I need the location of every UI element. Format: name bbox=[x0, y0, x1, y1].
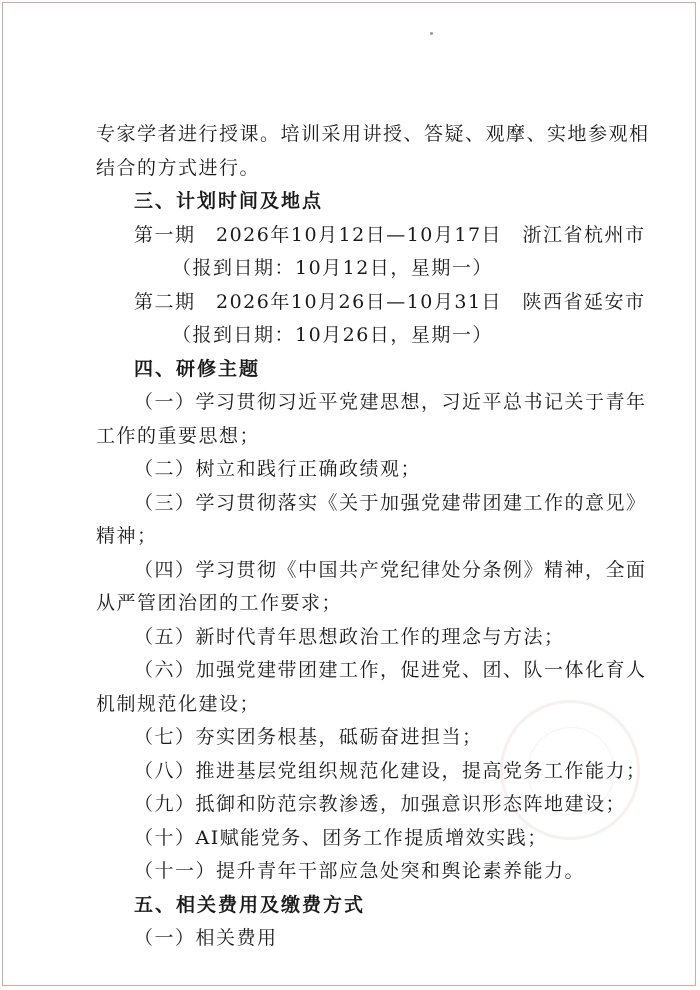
scan-mark bbox=[430, 32, 433, 35]
topic-item: （十）AI赋能党务、团务工作提质增效实践； bbox=[134, 826, 548, 849]
topic-item: （五）新时代青年思想政治工作的理念与方法； bbox=[134, 625, 565, 648]
topic-item: （二）树立和践行正确政绩观； bbox=[134, 458, 422, 480]
topic-item: （九）抵御和防范宗教渗透，加强意识形态阵地建设； bbox=[134, 793, 627, 815]
topic-item: （一）学习贯彻习近平党建思想，习近平总书记关于青年 bbox=[134, 391, 647, 413]
topic-item: （六）加强党建带团建工作，促进党、团、队一体化育人 bbox=[134, 659, 647, 681]
report-date-line: （报到日期：10月12日，星期一） bbox=[172, 257, 493, 279]
subsection-heading: （一）相关费用 bbox=[134, 927, 278, 949]
schedule-line: 第二期 2026年10月26日—10月31日 陕西省延安市 bbox=[134, 290, 646, 313]
topic-item-continuation: 工作的重要思想； bbox=[96, 424, 261, 447]
paragraph-line: 专家学者进行授课。培训采用讲授、答疑、观摩、实地参观相 bbox=[96, 123, 650, 145]
topic-item: （三）学习贯彻落实《关于加强党建带团建工作的意见》 bbox=[134, 491, 647, 514]
topic-item: （七）夯实团务根基，砥砺奋进担当； bbox=[134, 726, 483, 748]
topic-item: （十一）提升青年干部应急处突和舆论素养能力。 bbox=[134, 860, 586, 882]
topic-item: （八）推进基层党组织规范化建设，提高党务工作能力； bbox=[134, 759, 647, 782]
section-heading: 五、相关费用及缴费方式 bbox=[134, 893, 366, 916]
schedule-line: 第一期 2026年10月12日—10月17日 浙江省杭州市 bbox=[134, 223, 646, 246]
paragraph-line: 结合的方式进行。 bbox=[96, 156, 261, 179]
report-date-line: （报到日期：10月26日，星期一） bbox=[172, 324, 493, 346]
section-heading: 四、研修主题 bbox=[134, 357, 261, 380]
topic-item-continuation: 精神； bbox=[96, 525, 158, 547]
topic-item: （四）学习贯彻《中国共产党纪律处分条例》精神，全面 bbox=[134, 558, 647, 581]
topic-item-continuation: 机制规范化建设； bbox=[96, 692, 261, 715]
topic-item-continuation: 从严管团治团的工作要求； bbox=[96, 592, 343, 614]
document-body bbox=[96, 118, 650, 956]
section-heading: 三、计划时间及地点 bbox=[134, 190, 324, 212]
